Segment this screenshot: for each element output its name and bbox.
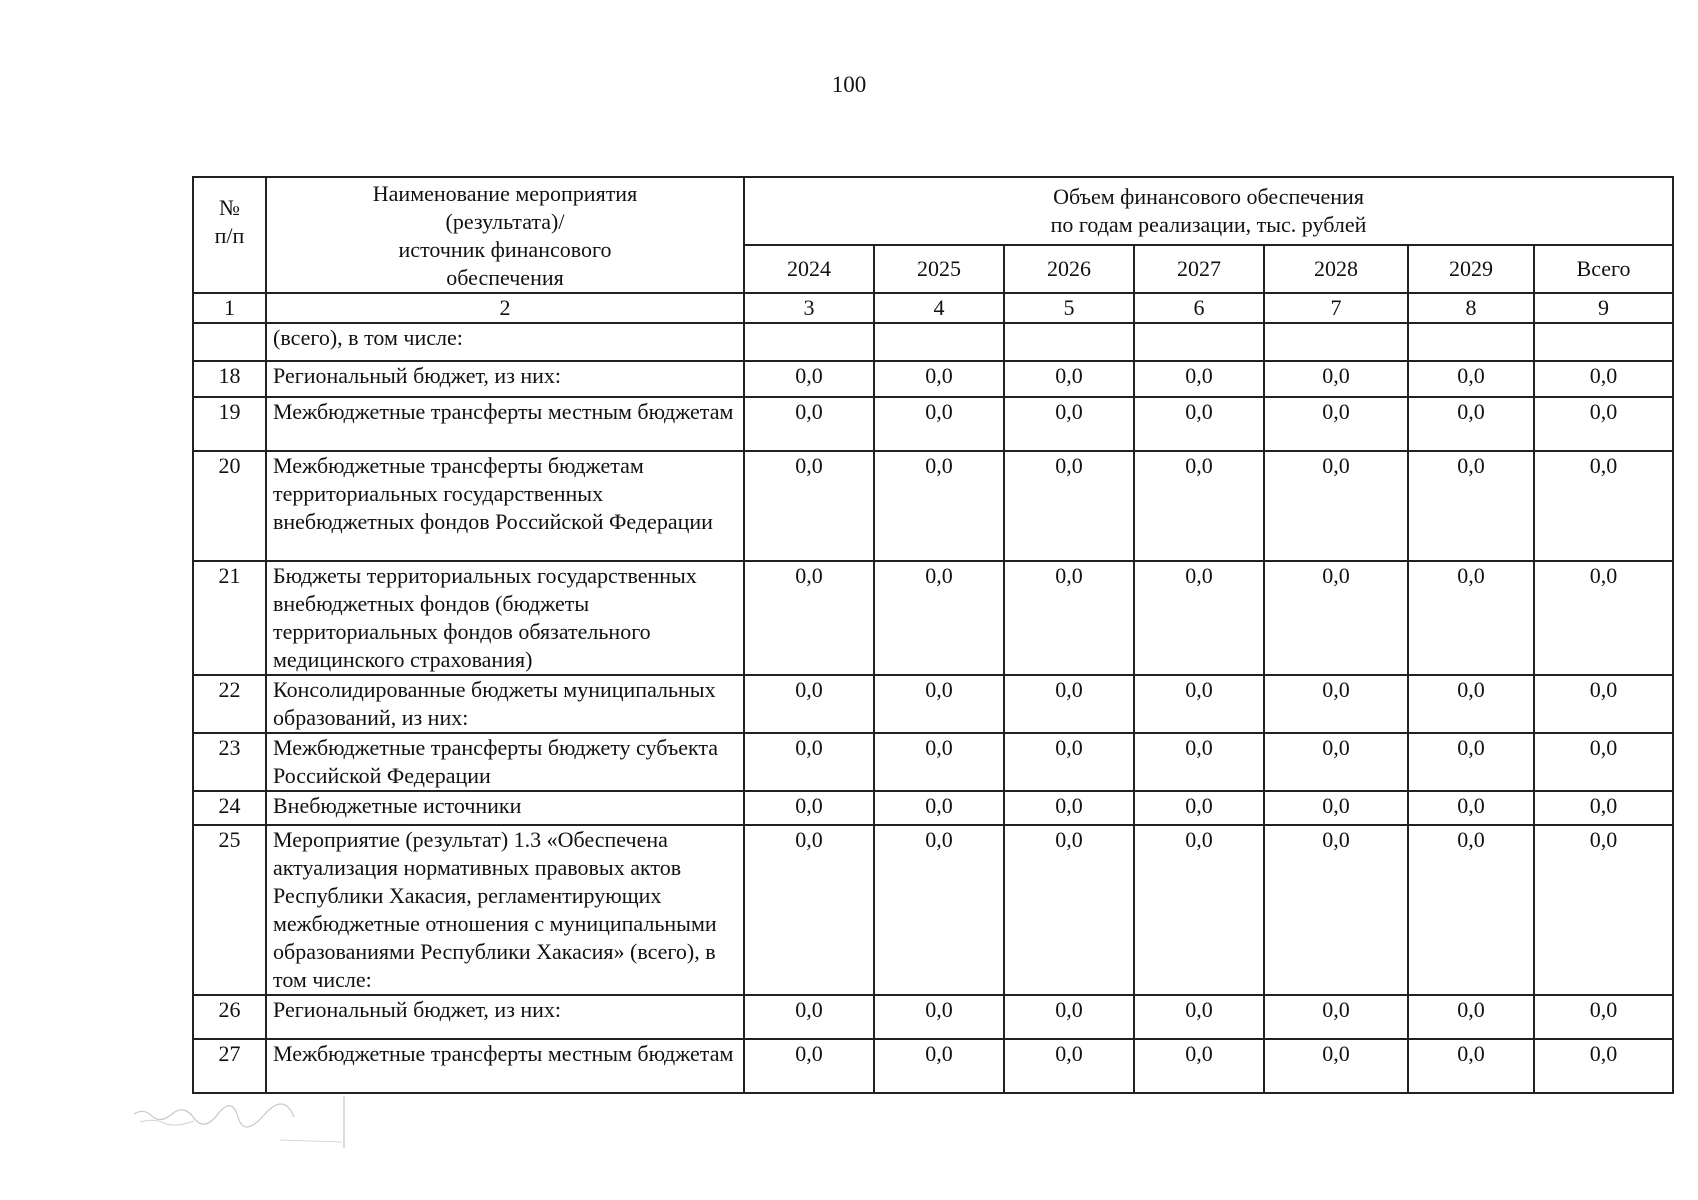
- column-index: 5: [1004, 293, 1134, 323]
- row-year-value: 0,0: [1134, 561, 1264, 675]
- row-year-value: 0,0: [1408, 733, 1534, 791]
- row-year-value: 0,0: [744, 675, 874, 733]
- row-name: Бюджеты территориальных государственных внебюджетных фондов (бюджеты территориальных фондов обязательного медицинского страхования): [266, 561, 744, 675]
- header-year: 2027: [1134, 245, 1264, 293]
- row-year-value: 0,0: [744, 361, 874, 397]
- row-total-value: 0,0: [1534, 675, 1673, 733]
- row-number: 19: [193, 397, 266, 451]
- column-index: 1: [193, 293, 266, 323]
- row-total-value: 0,0: [1534, 825, 1673, 995]
- row-year-value: 0,0: [874, 561, 1004, 675]
- row-year-value: [874, 323, 1004, 361]
- row-year-value: 0,0: [874, 995, 1004, 1039]
- column-index: 4: [874, 293, 1004, 323]
- row-year-value: 0,0: [874, 1039, 1004, 1093]
- row-year-value: 0,0: [1264, 995, 1408, 1039]
- financing-table: [192, 176, 1674, 1094]
- table-body: [193, 323, 1673, 1093]
- row-year-value: 0,0: [1134, 1039, 1264, 1093]
- row-year-value: [1004, 323, 1134, 361]
- header-number-symbol: №: [219, 195, 240, 220]
- row-year-value: 0,0: [1264, 397, 1408, 451]
- row-year-value: 0,0: [1264, 825, 1408, 995]
- row-total-value: 0,0: [1534, 1039, 1673, 1093]
- table-row: [193, 825, 1673, 995]
- row-year-value: 0,0: [1408, 791, 1534, 825]
- row-year-value: 0,0: [1004, 675, 1134, 733]
- row-year-value: 0,0: [744, 995, 874, 1039]
- row-year-value: 0,0: [1264, 791, 1408, 825]
- row-number: 26: [193, 995, 266, 1039]
- row-year-value: 0,0: [1134, 361, 1264, 397]
- row-name: Межбюджетные трансферты местным бюджетам: [266, 397, 744, 451]
- header-number-abbrev: п/п: [214, 223, 245, 248]
- column-index: 2: [266, 293, 744, 323]
- row-year-value: 0,0: [1408, 1039, 1534, 1093]
- row-number: 23: [193, 733, 266, 791]
- row-year-value: 0,0: [874, 451, 1004, 561]
- row-year-value: 0,0: [1408, 825, 1534, 995]
- header-year: 2026: [1004, 245, 1134, 293]
- header-number-cell: [193, 177, 266, 293]
- row-year-value: 0,0: [744, 733, 874, 791]
- row-total-value: 0,0: [1534, 995, 1673, 1039]
- row-year-value: 0,0: [1134, 825, 1264, 995]
- row-year-value: 0,0: [1134, 733, 1264, 791]
- row-year-value: [1264, 323, 1408, 361]
- table-row: [193, 561, 1673, 675]
- row-year-value: 0,0: [744, 791, 874, 825]
- header-volume-line: Объем финансового обеспечения: [1053, 184, 1364, 209]
- row-year-value: 0,0: [1408, 675, 1534, 733]
- row-year-value: 0,0: [1134, 791, 1264, 825]
- row-year-value: 0,0: [1004, 451, 1134, 561]
- row-total-value: 0,0: [1534, 561, 1673, 675]
- row-year-value: 0,0: [1134, 995, 1264, 1039]
- table-row: [193, 451, 1673, 561]
- row-total-value: [1534, 323, 1673, 361]
- row-year-value: 0,0: [1408, 361, 1534, 397]
- row-year-value: 0,0: [874, 733, 1004, 791]
- header-name-line: Наименование мероприятия: [372, 181, 638, 206]
- column-index: 3: [744, 293, 874, 323]
- row-year-value: 0,0: [1004, 995, 1134, 1039]
- row-year-value: 0,0: [1264, 561, 1408, 675]
- row-year-value: 0,0: [1264, 733, 1408, 791]
- row-year-value: 0,0: [874, 675, 1004, 733]
- header-year: 2025: [874, 245, 1004, 293]
- table-row: [193, 675, 1673, 733]
- row-year-value: 0,0: [744, 1039, 874, 1093]
- header-year: 2024: [744, 245, 874, 293]
- row-total-value: 0,0: [1534, 733, 1673, 791]
- header-total: Всего: [1534, 245, 1673, 293]
- row-total-value: 0,0: [1534, 361, 1673, 397]
- table-row: [193, 397, 1673, 451]
- row-year-value: 0,0: [1408, 451, 1534, 561]
- header-volume-line: по годам реализации, тыс. рублей: [1050, 212, 1367, 237]
- scan-artifact-mark: [130, 1092, 350, 1152]
- row-year-value: 0,0: [874, 397, 1004, 451]
- row-total-value: 0,0: [1534, 791, 1673, 825]
- row-year-value: 0,0: [744, 561, 874, 675]
- row-year-value: 0,0: [874, 791, 1004, 825]
- row-year-value: 0,0: [1264, 361, 1408, 397]
- row-year-value: 0,0: [1134, 397, 1264, 451]
- column-index: 6: [1134, 293, 1264, 323]
- table-row: [193, 733, 1673, 791]
- row-year-value: 0,0: [1408, 397, 1534, 451]
- header-name-line: обеспечения: [446, 265, 564, 290]
- column-index: 9: [1534, 293, 1673, 323]
- row-year-value: 0,0: [1004, 1039, 1134, 1093]
- row-year-value: 0,0: [1264, 675, 1408, 733]
- column-index: 7: [1264, 293, 1408, 323]
- row-name: Региональный бюджет, из них:: [266, 361, 744, 397]
- row-number: 25: [193, 825, 266, 995]
- row-year-value: 0,0: [874, 825, 1004, 995]
- row-name: Консолидированные бюджеты муниципальных образований, из них:: [266, 675, 744, 733]
- row-total-value: 0,0: [1534, 397, 1673, 451]
- row-name: Мероприятие (результат) 1.3 «Обеспечена актуализация нормативных правовых актов Республики Хакасия, регламентирующих межбюджетные отношения с муниципальными образованиями Республики Хакасия» (всего), в том числе:: [266, 825, 744, 995]
- row-year-value: 0,0: [1408, 561, 1534, 675]
- column-index: 8: [1408, 293, 1534, 323]
- row-name: Внебюджетные источники: [266, 791, 744, 825]
- row-year-value: 0,0: [1264, 1039, 1408, 1093]
- row-number: 27: [193, 1039, 266, 1093]
- row-year-value: 0,0: [1004, 791, 1134, 825]
- row-number: 24: [193, 791, 266, 825]
- row-number: 21: [193, 561, 266, 675]
- row-year-value: 0,0: [1004, 361, 1134, 397]
- row-year-value: 0,0: [744, 451, 874, 561]
- row-year-value: [1134, 323, 1264, 361]
- header-name-line: источник финансового: [398, 237, 612, 262]
- table-row: [193, 323, 1673, 361]
- row-number: 22: [193, 675, 266, 733]
- table-row: [193, 791, 1673, 825]
- header-volume-cell: [744, 177, 1673, 245]
- row-year-value: 0,0: [1408, 995, 1534, 1039]
- row-year-value: 0,0: [1004, 825, 1134, 995]
- table-row: [193, 995, 1673, 1039]
- row-total-value: 0,0: [1534, 451, 1673, 561]
- row-year-value: 0,0: [1134, 675, 1264, 733]
- row-year-value: 0,0: [1134, 451, 1264, 561]
- header-year: 2029: [1408, 245, 1534, 293]
- row-name: Межбюджетные трансферты бюджетам территориальных государственных внебюджетных фондов Российской Федерации: [266, 451, 744, 561]
- row-name: Межбюджетные трансферты бюджету субъекта Российской Федерации: [266, 733, 744, 791]
- row-year-value: 0,0: [1004, 733, 1134, 791]
- row-year-value: 0,0: [744, 825, 874, 995]
- table-row: [193, 361, 1673, 397]
- row-year-value: 0,0: [1264, 451, 1408, 561]
- row-name: Региональный бюджет, из них:: [266, 995, 744, 1039]
- row-name: (всего), в том числе:: [266, 323, 744, 361]
- page-number: 100: [831, 72, 867, 97]
- row-number: 18: [193, 361, 266, 397]
- row-number: 20: [193, 451, 266, 561]
- row-year-value: [1408, 323, 1534, 361]
- header-year: 2028: [1264, 245, 1408, 293]
- row-year-value: 0,0: [874, 361, 1004, 397]
- row-year-value: [744, 323, 874, 361]
- row-name: Межбюджетные трансферты местным бюджетам: [266, 1039, 744, 1093]
- row-year-value: 0,0: [1004, 397, 1134, 451]
- table-row: [193, 1039, 1673, 1093]
- header-name-cell: [266, 177, 744, 293]
- header-name-line: (результата)/: [445, 209, 565, 234]
- row-year-value: 0,0: [1004, 561, 1134, 675]
- row-year-value: 0,0: [744, 397, 874, 451]
- row-number: [193, 323, 266, 361]
